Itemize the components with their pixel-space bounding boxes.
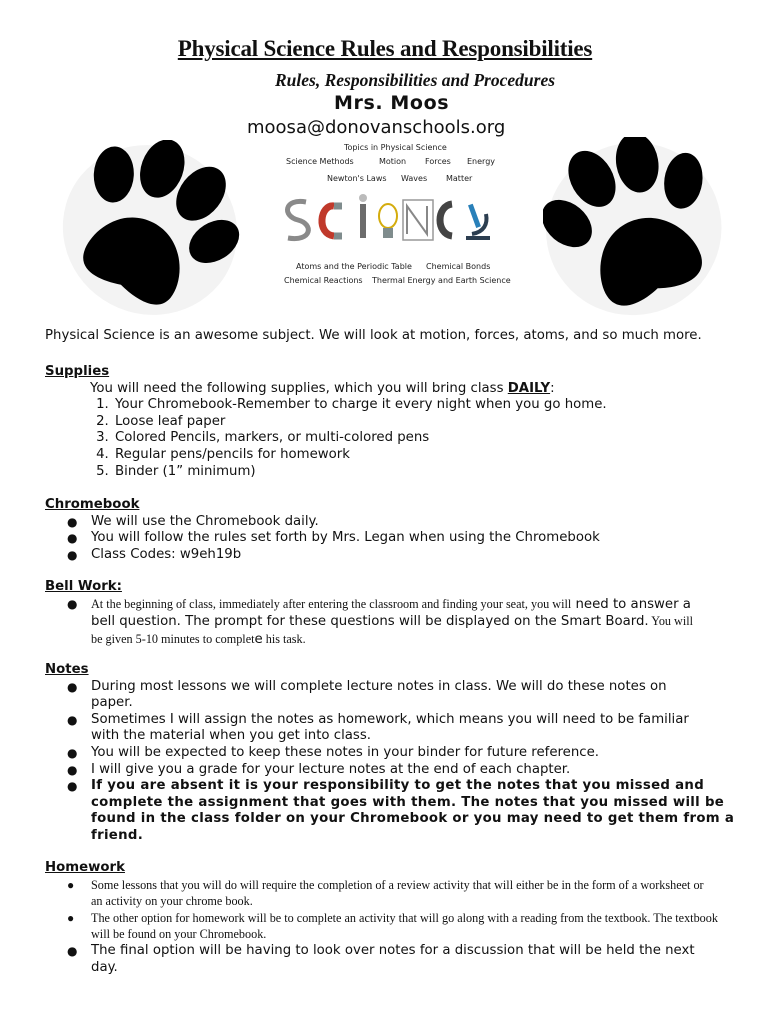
topics-heading: Topics in Physical Science bbox=[344, 143, 447, 152]
teacher-name: Mrs. Moos bbox=[334, 92, 450, 114]
subtitle: Rules, Responsibilities and Procedures bbox=[275, 70, 556, 90]
list-item: ● At the beginning of class, immediately after entering the classroom and finding your seat, you will need to answer a bell question. The prompt for these questions will be displayed on the Smart Board. You will be given 5-10 minutes to complete his task. bbox=[91, 596, 705, 649]
supplies-heading: Supplies bbox=[45, 364, 110, 379]
list-item: ● Some lessons that you will do will require the completion of a review activity that will either be in the form of a worksheet or an activity on your chrome book. bbox=[91, 877, 735, 910]
topic-item: Chemical Bonds bbox=[426, 262, 491, 271]
chromebook-list bbox=[45, 514, 600, 564]
topic-item: Waves bbox=[401, 174, 428, 183]
list-item: ● We will use the Chromebook daily. bbox=[91, 514, 600, 531]
topic-item: Newton's Laws bbox=[327, 174, 387, 183]
list-item: ● Class Codes: w9eh19b bbox=[91, 547, 600, 564]
topic-item: Science Methods bbox=[286, 157, 354, 166]
homework-section bbox=[45, 860, 735, 976]
supplies-section bbox=[45, 364, 607, 480]
homework-list bbox=[45, 877, 735, 977]
paw-print-left-icon bbox=[60, 140, 240, 315]
supplies-list bbox=[45, 397, 607, 480]
homework-heading: Homework bbox=[45, 860, 125, 875]
list-item: ● I will give you a grade for your lecture notes at the end of each chapter. bbox=[91, 762, 740, 779]
paw-print-right-icon bbox=[543, 137, 723, 317]
topic-item: Motion bbox=[379, 157, 407, 166]
topic-item: Energy bbox=[467, 157, 496, 166]
list-item: ● You will be expected to keep these notes in your binder for future reference. bbox=[91, 745, 740, 762]
science-logo-icon bbox=[276, 190, 502, 250]
chromebook-section bbox=[45, 497, 600, 563]
list-item: ● The final option will be having to look over notes for a discussion that will be held the next day. bbox=[91, 943, 735, 976]
bell-work-list bbox=[45, 596, 705, 649]
teacher-email: moosa@donovanschools.org bbox=[247, 117, 506, 138]
notes-list bbox=[45, 679, 740, 845]
intro-paragraph: Physical Science is an awesome subject. We will look at motion, forces, atoms, and so much more. bbox=[45, 328, 702, 343]
topics-graphic bbox=[276, 140, 511, 290]
topic-item: Thermal Energy and Earth Science bbox=[372, 276, 511, 285]
list-item: 4. Regular pens/pencils for homework bbox=[113, 447, 607, 464]
page-title: Physical Science Rules and Responsibilities bbox=[177, 36, 593, 61]
list-item: 3. Colored Pencils, markers, or multi-colored pens bbox=[113, 430, 607, 447]
list-item: ● Sometimes I will assign the notes as homework, which means you will need to be familiar with the material when you get into class. bbox=[91, 712, 740, 745]
topic-item: Atoms and the Periodic Table bbox=[296, 262, 412, 271]
list-item: 5. Binder (1” minimum) bbox=[113, 464, 607, 481]
list-item: ● You will follow the rules set forth by Mrs. Legan when using the Chromebook bbox=[91, 530, 600, 547]
bell-work-heading: Bell Work: bbox=[45, 579, 122, 594]
chromebook-heading: Chromebook bbox=[45, 497, 140, 512]
list-item: ● If you are absent it is your responsibility to get the notes that you missed and complete the assignment that goes with them. The notes that you missed will be found in the class folder on your Chromebook or you may need to get them from a friend. bbox=[91, 778, 740, 844]
list-item: 2. Loose leaf paper bbox=[113, 414, 607, 431]
list-item: 1. Your Chromebook-Remember to charge it every night when you go home. bbox=[113, 397, 607, 414]
notes-heading: Notes bbox=[45, 662, 89, 677]
list-item: ● During most lessons we will complete lecture notes in class. We will do these notes on paper. bbox=[91, 679, 740, 712]
topic-item: Matter bbox=[446, 174, 473, 183]
list-item: ● The other option for homework will be to complete an activity that will go along with a reading from the textbook. The textbook will be found on your Chromebook. bbox=[91, 910, 735, 943]
bell-work-section bbox=[45, 579, 705, 648]
topic-item: Chemical Reactions bbox=[284, 276, 363, 285]
topic-item: Forces bbox=[425, 157, 451, 166]
supplies-lead: You will need the following supplies, which you will bring class DAILY: bbox=[90, 380, 555, 396]
notes-section bbox=[45, 662, 740, 845]
